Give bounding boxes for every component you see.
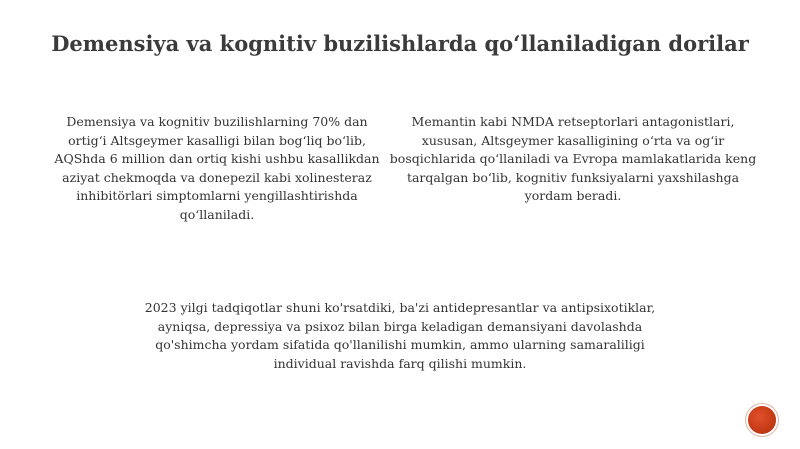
paragraph-right: Memantin kabi NMDA retseptorlari antagonistlari, xususan, Altsgeymer kasalligining o‘rta va og‘ir bosqichlarida qo‘llaniladi va Evropa mamlakatlarida keng tarqalgan bo‘lib, kognitiv funksiyalarni yaxshilashga yordam beradi.: [389, 114, 757, 204]
slide-title: Demensiya va kognitiv buzilishlarda qo‘llaniladigan dorilar: [51, 31, 749, 56]
circle-button-icon[interactable]: [748, 406, 776, 434]
paragraph-left: Demensiya va kognitiv buzilishlarning 70% dan ortig‘i Altsgeymer kasalligi bilan bog‘liq bo‘lib, AQShda 6 million dan ortiq kishi ushbu kasallikdan aziyat chekmoqda va donepezil kabi xolinesteraz inhibitörlari simptomlarni yengillashtirishda qo‘llaniladi.: [54, 114, 380, 222]
paragraph-bottom: 2023 yilgi tadqiqotlar shuni ko'rsatdiki, ba'zi antidepresantlar va antipsixotiklar, ayniqsa, depressiya va psixoz bilan birga keladigan demansiyani davolashda qo'shimcha yordam sifatida qo'llanilishi mumkin, ammo ularning samaraliligi individual ravishda farq qilishi mumkin.: [144, 300, 656, 371]
